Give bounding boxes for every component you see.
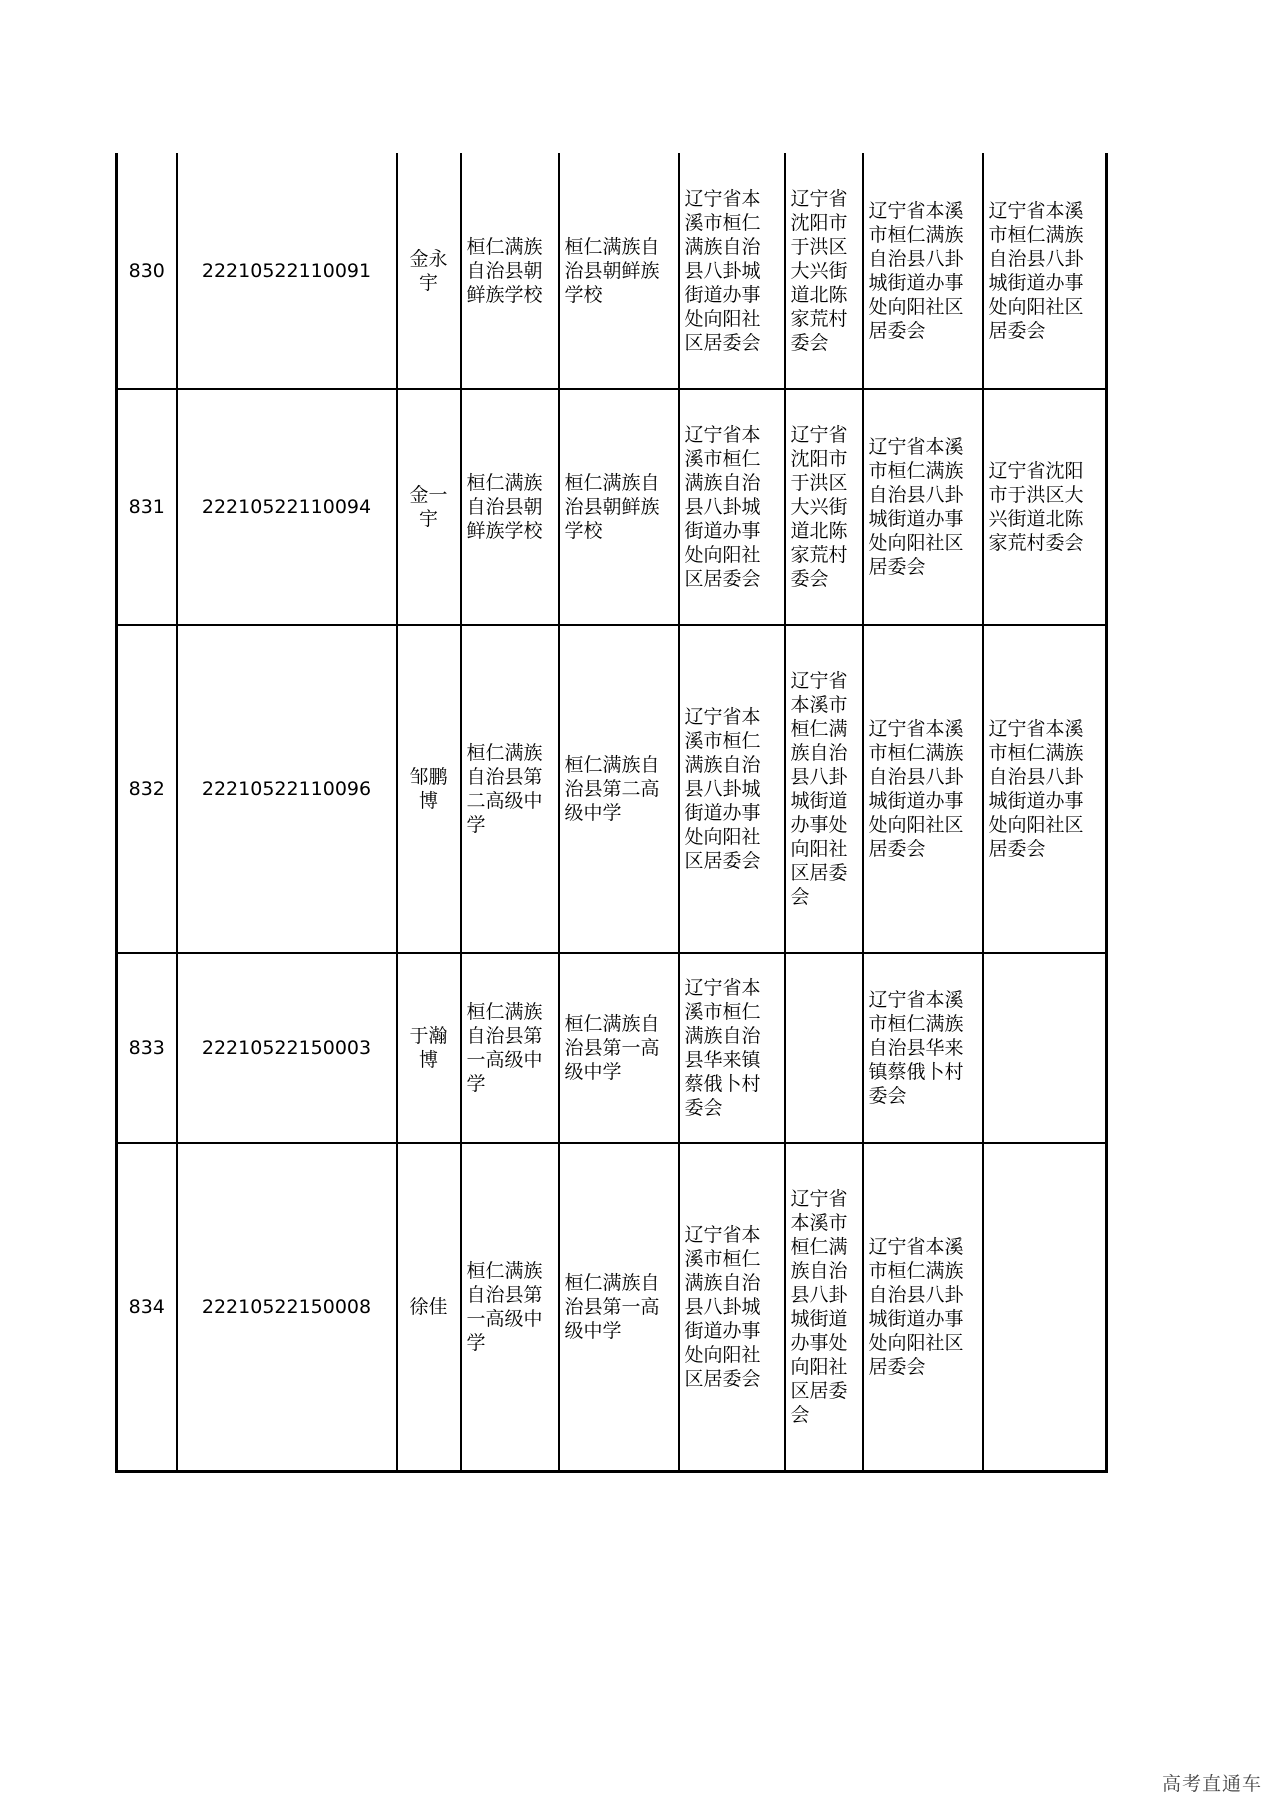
address-cell-4: 辽宁省本溪市桓仁满族自治县八卦城街道办事处向阳社区居委会 <box>983 625 1107 953</box>
address-cell-1: 辽宁省本溪市桓仁满族自治县八卦城街道办事处向阳社区居委会 <box>679 1143 785 1471</box>
graduation-school-cell: 桓仁满族自治县第一高级中学 <box>559 1143 679 1471</box>
exam-id: 22210522110091 <box>177 153 397 389</box>
address-cell-2: 辽宁省本溪市桓仁满族自治县八卦城街道办事处向阳社区居委会 <box>785 625 863 953</box>
school-cell: 桓仁满族自治县朝鲜族学校 <box>461 389 559 625</box>
exam-id: 22210522110094 <box>177 389 397 625</box>
graduation-school-cell: 桓仁满族自治县第二高级中学 <box>559 625 679 953</box>
row-number: 830 <box>117 153 177 389</box>
row-number: 831 <box>117 389 177 625</box>
address-cell-3: 辽宁省本溪市桓仁满族自治县八卦城街道办事处向阳社区居委会 <box>863 1143 983 1471</box>
graduation-school-cell: 桓仁满族自治县朝鲜族学校 <box>559 389 679 625</box>
address-cell-1: 辽宁省本溪市桓仁满族自治县八卦城街道办事处向阳社区居委会 <box>679 625 785 953</box>
address-cell-1: 辽宁省本溪市桓仁满族自治县八卦城街道办事处向阳社区居委会 <box>679 389 785 625</box>
row-number: 834 <box>117 1143 177 1471</box>
address-cell-3: 辽宁省本溪市桓仁满族自治县八卦城街道办事处向阳社区居委会 <box>863 389 983 625</box>
student-name: 金一宇 <box>397 389 461 625</box>
roster-table-container <box>115 153 1105 1473</box>
address-cell-2 <box>785 953 863 1143</box>
address-cell-3: 辽宁省本溪市桓仁满族自治县八卦城街道办事处向阳社区居委会 <box>863 153 983 389</box>
row-number: 833 <box>117 953 177 1143</box>
roster-table <box>115 153 1108 1473</box>
address-cell-1: 辽宁省本溪市桓仁满族自治县八卦城街道办事处向阳社区居委会 <box>679 153 785 389</box>
school-cell: 桓仁满族自治县朝鲜族学校 <box>461 153 559 389</box>
row-number: 832 <box>117 625 177 953</box>
address-cell-3: 辽宁省本溪市桓仁满族自治县八卦城街道办事处向阳社区居委会 <box>863 625 983 953</box>
address-cell-4 <box>983 1143 1107 1471</box>
address-cell-2: 辽宁省本溪市桓仁满族自治县八卦城街道办事处向阳社区居委会 <box>785 1143 863 1471</box>
graduation-school-cell: 桓仁满族自治县第一高级中学 <box>559 953 679 1143</box>
table-row <box>117 1143 1107 1471</box>
school-cell: 桓仁满族自治县第一高级中学 <box>461 953 559 1143</box>
graduation-school-cell: 桓仁满族自治县朝鲜族学校 <box>559 153 679 389</box>
table-row <box>117 953 1107 1143</box>
table-row <box>117 153 1107 389</box>
address-cell-2: 辽宁省沈阳市于洪区大兴街道北陈家荒村委会 <box>785 389 863 625</box>
exam-id: 22210522150008 <box>177 1143 397 1471</box>
address-cell-2: 辽宁省沈阳市于洪区大兴街道北陈家荒村委会 <box>785 153 863 389</box>
address-cell-4: 辽宁省本溪市桓仁满族自治县八卦城街道办事处向阳社区居委会 <box>983 153 1107 389</box>
address-cell-4: 辽宁省沈阳市于洪区大兴街道北陈家荒村委会 <box>983 389 1107 625</box>
watermark-text: 高考直通车 <box>1161 1773 1262 1795</box>
address-cell-1: 辽宁省本溪市桓仁满族自治县华来镇蔡俄卜村委会 <box>679 953 785 1143</box>
exam-id: 22210522150003 <box>177 953 397 1143</box>
student-name: 于瀚博 <box>397 953 461 1143</box>
table-row <box>117 625 1107 953</box>
address-cell-3: 辽宁省本溪市桓仁满族自治县华来镇蔡俄卜村委会 <box>863 953 983 1143</box>
school-cell: 桓仁满族自治县第一高级中学 <box>461 1143 559 1471</box>
student-name: 徐佳 <box>397 1143 461 1471</box>
student-name: 金永宇 <box>397 153 461 389</box>
exam-id: 22210522110096 <box>177 625 397 953</box>
student-name: 邹鹏博 <box>397 625 461 953</box>
school-cell: 桓仁满族自治县第二高级中学 <box>461 625 559 953</box>
table-row <box>117 389 1107 625</box>
address-cell-4 <box>983 953 1107 1143</box>
